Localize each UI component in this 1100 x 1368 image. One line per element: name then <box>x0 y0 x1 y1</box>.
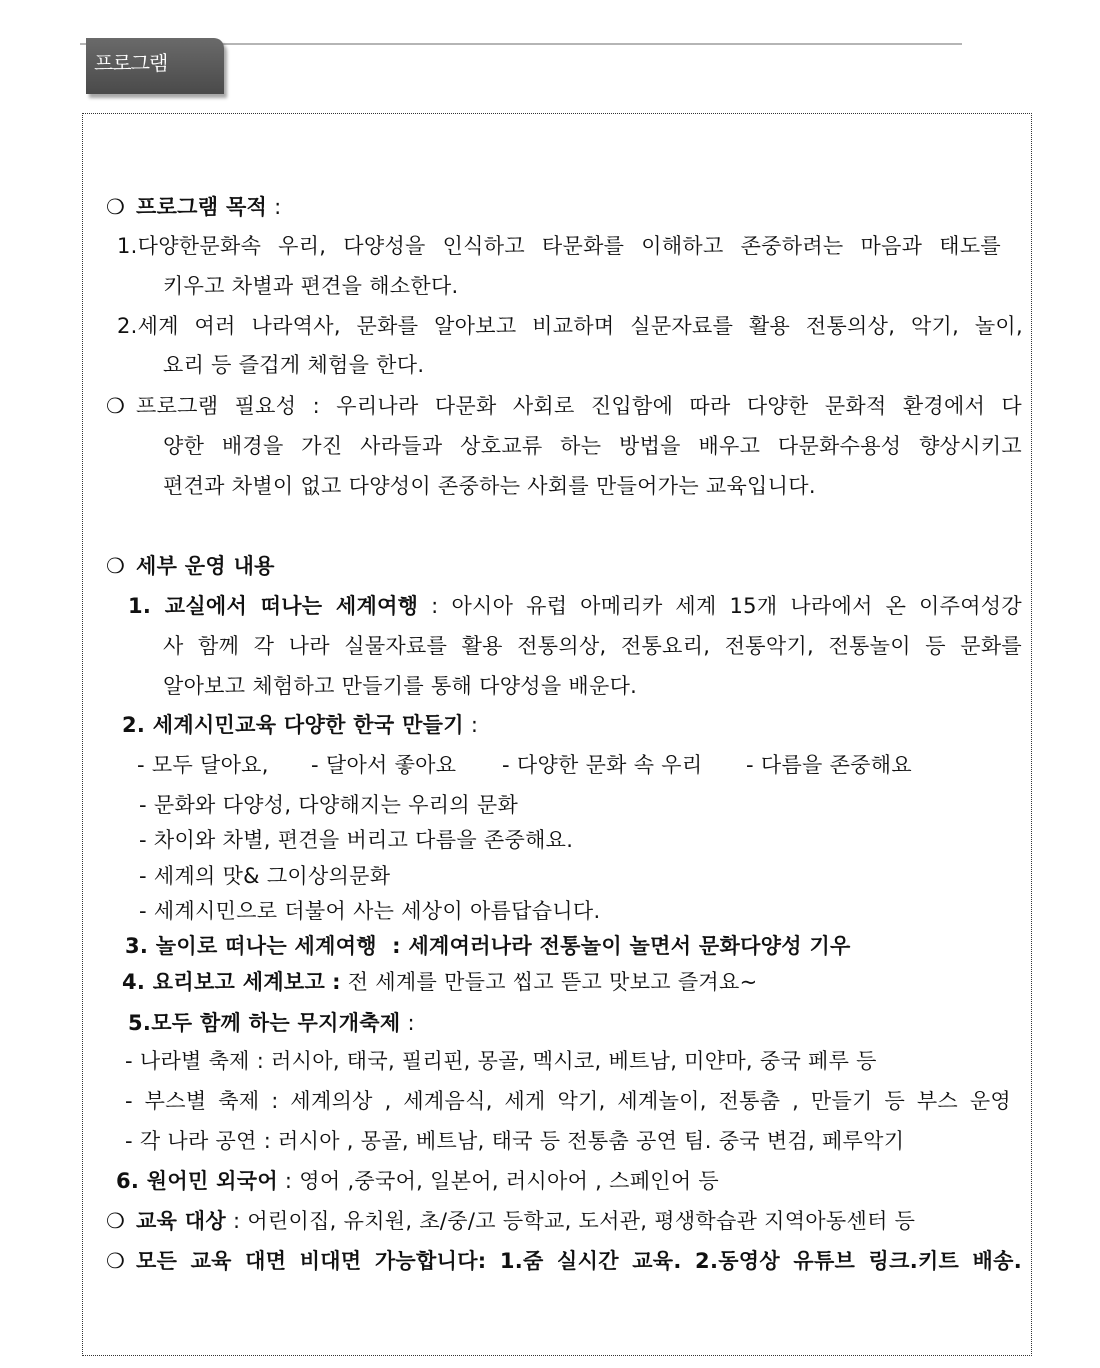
circle-bullet-icon: ❍ <box>106 554 126 578</box>
item2-row1-b: - 달아서 좋아요 <box>311 753 457 777</box>
item3-text: 세계여러나라 전통놀이 놀면서 문화다양성 기우 <box>408 934 851 958</box>
target-text: 어린이집, 유치원, 초/중/고 등학교, 도서관, 평생학습관 지역아동센터 등 <box>247 1209 916 1233</box>
item6-text: 영어 ,중국어, 일본어, 러시아어 , 스페인어 등 <box>299 1169 720 1193</box>
item2-title: 2. 세계시민교육 다양한 한국 만들기 <box>122 713 464 737</box>
purpose-title: 프로그램 목적 <box>136 195 268 219</box>
item5-heading: 5.모두 함께 하는 무지개축제 : <box>128 1011 415 1035</box>
item6-title: 6. 원어민 외국어 <box>116 1169 278 1193</box>
item2-bullet-2: - 차이와 차별, 편견을 버리고 다름을 존중해요. <box>139 828 574 852</box>
item2-bullet-3: - 세계의 맛& 그이상의문화 <box>139 864 391 888</box>
item2-heading: 2. 세계시민교육 다양한 한국 만들기 : <box>122 713 479 737</box>
item1-title: 1. 교실에서 떠나는 세계여행 <box>128 594 419 618</box>
section-tab: 프로그램 <box>86 38 224 94</box>
purpose-item-2-line-2: 요리 등 즐겁게 체험을 한다. <box>163 353 425 377</box>
item4-title: 4. 요리보고 세계보고 <box>122 970 326 994</box>
item2-row1-c: - 다양한 문화 속 우리 <box>502 753 703 777</box>
circle-bullet-icon: ❍ <box>106 195 126 219</box>
item6-line: 6. 원어민 외국어 : 영어 ,중국어, 일본어, 러시아어 , 스페인어 등 <box>116 1169 720 1193</box>
mode-line <box>106 1246 1022 1276</box>
item2-bullet-1: - 문화와 다양성, 다양해지는 우리의 문화 <box>139 793 519 817</box>
details-title: 세부 운영 내용 <box>136 554 275 578</box>
item3-line: 3. 놀이로 떠나는 세계여행 : 세계여러나라 전통놀이 놀면서 문화다양성 기우 <box>125 934 851 958</box>
item2-row1-a: - 모두 달아요, <box>137 753 269 777</box>
item5-line-1: - 나라별 축제 : 러시아, 태국, 필리핀, 몽골, 멕시코, 베트남, 미얀마, 중국 페루 등 <box>125 1049 877 1073</box>
circle-bullet-icon: ❍ <box>106 1209 126 1233</box>
purpose-item-1-line-2: 키우고 차별과 편견을 해소한다. <box>163 274 459 298</box>
details-heading <box>106 551 275 581</box>
circle-bullet-icon: ❍ <box>106 1249 126 1273</box>
necessity-line-1: ❍ 프로그램 필요성 : 우리나라 다문화 사회로 진입함에 따라 다양한 문화적 환경에서 다 <box>106 391 1022 421</box>
item4-line: 4. 요리보고 세계보고 : 전 세계를 만들고 씹고 뜯고 맛보고 즐겨요~ <box>122 970 758 994</box>
item2-bullet-4: - 세계시민으로 더불어 사는 세상이 아름답습니다. <box>139 899 601 923</box>
purpose-item-2-line-1: 2.세계 여러 나라역사, 문화를 알아보고 비교하며 실문자료를 활용 전통의상, 악기, 놀이, <box>117 314 1023 338</box>
item5-line-3: - 각 나라 공연 : 러시아 , 몽골, 베트남, 태국 등 전통춤 공연 팀. 중국 변검, 페루악기 <box>125 1129 905 1153</box>
necessity-title: 프로그램 필요성 <box>136 394 297 418</box>
circle-bullet-icon: ❍ <box>106 394 126 418</box>
item5-line-2: - 부스별 축제 : 세계의상 , 세계음식, 세게 악기, 세계놀이, 전통춤 , 만들기 등 부스 운영 <box>125 1089 1011 1113</box>
item5-title: 5.모두 함께 하는 무지개축제 <box>128 1011 401 1035</box>
target-title: 교육 대상 <box>136 1209 226 1233</box>
item1-line-1: 1. 교실에서 떠나는 세계여행 : 아시아 유럽 아메리카 세계 15개 나라에서 온 이주여성강 <box>128 594 1022 618</box>
mode-text: 모든 교육 대면 비대면 가능합니다: 1.줌 실시간 교육. 2.동영상 유튜브 링크.키트 배송. <box>136 1249 1022 1273</box>
item2-row1-d: - 다름을 존중해요 <box>746 753 912 777</box>
purpose-item-1-line-1: 1.다양한문화속 우리, 다양성을 인식하고 타문화를 이해하고 존중하려는 마음과 태도를 <box>117 234 1001 258</box>
necessity-line-2: 양한 배경을 가진 사라들과 상호교류 하는 방법을 배우고 다문화수용성 향상시키고 <box>163 434 1022 458</box>
target-line: ❍ 교육 대상 : 어린이집, 유치원, 초/중/고 등학교, 도서관, 평생학습관 지역아동센터 등 <box>106 1206 915 1236</box>
item4-text: 전 세계를 만들고 씹고 뜯고 맛보고 즐겨요~ <box>347 970 758 994</box>
item3-title: 3. 놀이로 떠나는 세계여행 <box>125 934 377 958</box>
necessity-line-3: 편견과 차별이 없고 다양성이 존중하는 사회를 만들어가는 교육입니다. <box>163 474 816 498</box>
purpose-heading: ❍ 프로그램 목적 : <box>106 192 282 222</box>
item1-line-3: 알아보고 체험하고 만들기를 통해 다양성을 배운다. <box>163 674 638 698</box>
item1-line-2: 사 함께 각 나라 실물자료를 활용 전통의상, 전통요리, 전통악기, 전통놀이 등 문화를 <box>163 634 1022 658</box>
